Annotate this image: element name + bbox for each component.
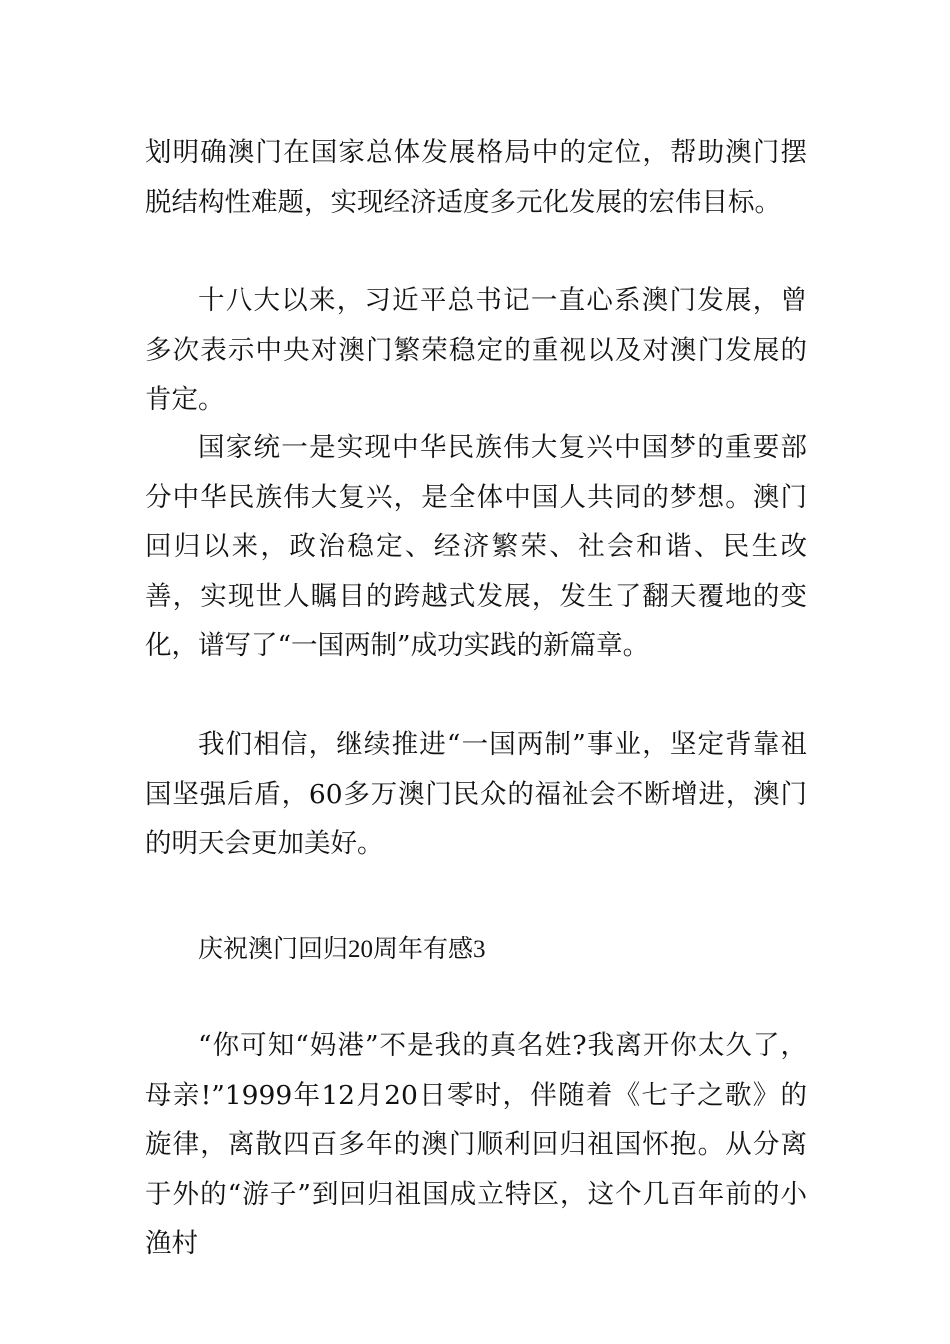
document-page [145, 0, 807, 1344]
paragraph-future-outlook: 我们相信，继续推进“一国两制”事业，坚定背靠祖国坚强后盾，60多万澳门民众的福祉会不断增进，澳门的明天会更加美好。 [145, 729, 807, 859]
section-heading: 庆祝澳门回归20周年有感3 [198, 936, 486, 963]
paragraph-leadership-attention: 十八大以来，习近平总书记一直心系澳门发展，曾多次表示中央对澳门繁荣稳定的重视以及对澳门发展的肯定。 [145, 285, 807, 415]
paragraph-return-history: “你可知“妈港”不是我的真名姓?我离开你太久了，母亲!”1999年12月20日零时，伴随着《七子之歌》的旋律，离散四百多年的澳门顺利回归祖国怀抱。从分离于外的“游子”到回归祖国成立特区，这个几百年前的小渔村 [145, 1030, 807, 1259]
paragraph-continuation: 划明确澳门在国家总体发展格局中的定位，帮助澳门摆脱结构性难题，实现经济适度多元化发展的宏伟目标。 [145, 137, 807, 218]
paragraph-national-unity: 国家统一是实现中华民族伟大复兴中国梦的重要部分中华民族伟大复兴，是全体中国人共同的梦想。澳门回归以来，政治稳定、经济繁荣、社会和谐、民生改善，实现世人瞩目的跨越式发展，发生了翻天覆地的变化，谱写了“一国两制”成功实践的新篇章。 [145, 432, 807, 661]
